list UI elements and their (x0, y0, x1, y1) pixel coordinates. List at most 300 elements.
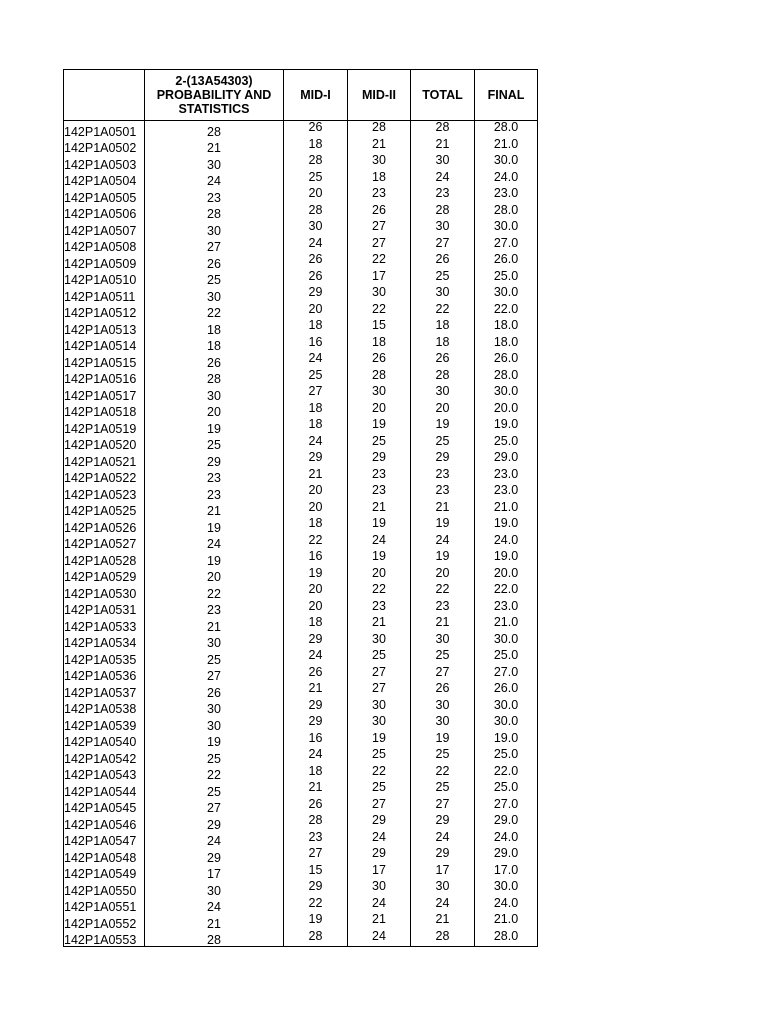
mid-1-cell: 21 (284, 682, 348, 699)
subject-mark-cell: 25 (145, 748, 284, 765)
mid-1-cell: 28 (284, 814, 348, 831)
table-row (64, 567, 538, 584)
mid-2-cell: 29 (348, 451, 411, 468)
subject-mark-cell: 22 (145, 765, 284, 782)
mid-1-cell: 29 (284, 699, 348, 716)
table-row (64, 550, 538, 567)
final-cell: 29.0 (475, 814, 538, 831)
subject-mark-cell: 24 (145, 171, 284, 188)
total-cell: 22 (411, 303, 475, 320)
table-row (64, 897, 538, 914)
total-cell: 27 (411, 798, 475, 815)
final-cell: 26.0 (475, 253, 538, 270)
header-subject (145, 70, 284, 121)
table-row (64, 814, 538, 831)
mid-1-cell: 29 (284, 633, 348, 650)
subject-mark-cell: 26 (145, 682, 284, 699)
subject-mark-cell: 30 (145, 385, 284, 402)
table-row (64, 748, 538, 765)
final-cell: 28.0 (475, 204, 538, 221)
mid-2-cell: 27 (348, 237, 411, 254)
final-cell: 21.0 (475, 138, 538, 155)
final-cell: 26.0 (475, 682, 538, 699)
total-cell: 30 (411, 880, 475, 897)
mid-1-cell: 27 (284, 385, 348, 402)
table-row (64, 319, 538, 336)
roll-number-cell: 142P1A0533 (64, 616, 145, 633)
roll-number-cell: 142P1A0529 (64, 567, 145, 584)
mid-2-cell: 28 (348, 369, 411, 386)
mid-2-cell: 25 (348, 748, 411, 765)
mid-2-cell: 27 (348, 682, 411, 699)
mid-1-cell: 18 (284, 517, 348, 534)
table-row (64, 864, 538, 881)
final-cell: 30.0 (475, 633, 538, 650)
final-cell: 23.0 (475, 187, 538, 204)
roll-number-cell: 142P1A0540 (64, 732, 145, 749)
roll-number-cell: 142P1A0508 (64, 237, 145, 254)
subject-mark-cell: 30 (145, 880, 284, 897)
total-cell: 21 (411, 616, 475, 633)
subject-mark-cell: 30 (145, 154, 284, 171)
total-cell: 26 (411, 352, 475, 369)
table-row (64, 600, 538, 617)
mid-2-cell: 20 (348, 567, 411, 584)
mid-1-cell: 20 (284, 600, 348, 617)
subject-mark-cell: 30 (145, 286, 284, 303)
roll-number-cell: 142P1A0553 (64, 930, 145, 947)
total-cell: 28 (411, 930, 475, 947)
total-cell: 19 (411, 517, 475, 534)
subject-mark-cell: 25 (145, 649, 284, 666)
final-cell: 25.0 (475, 748, 538, 765)
mid-2-cell: 19 (348, 517, 411, 534)
table-row (64, 138, 538, 155)
mid-2-cell: 17 (348, 270, 411, 287)
roll-number-cell: 142P1A0527 (64, 534, 145, 551)
mid-2-cell: 30 (348, 699, 411, 716)
table-row (64, 649, 538, 666)
roll-number-cell: 142P1A0507 (64, 220, 145, 237)
mid-2-cell: 21 (348, 616, 411, 633)
mid-2-cell: 19 (348, 732, 411, 749)
roll-number-cell: 142P1A0551 (64, 897, 145, 914)
mid-1-cell: 18 (284, 616, 348, 633)
mid-2-cell: 23 (348, 484, 411, 501)
mid-2-cell: 24 (348, 930, 411, 947)
mid-2-cell: 30 (348, 385, 411, 402)
mid-2-cell: 26 (348, 204, 411, 221)
total-cell: 25 (411, 649, 475, 666)
mid-1-cell: 24 (284, 237, 348, 254)
roll-number-cell: 142P1A0538 (64, 699, 145, 716)
mid-1-cell: 29 (284, 286, 348, 303)
table-row (64, 237, 538, 254)
roll-number-cell: 142P1A0509 (64, 253, 145, 270)
mid-1-cell: 29 (284, 880, 348, 897)
subject-mark-cell: 23 (145, 600, 284, 617)
mid-1-cell: 26 (284, 121, 348, 138)
final-cell: 23.0 (475, 468, 538, 485)
mid-2-cell: 22 (348, 303, 411, 320)
table-row (64, 402, 538, 419)
total-cell: 21 (411, 501, 475, 518)
mid-2-cell: 28 (348, 121, 411, 138)
mid-1-cell: 22 (284, 534, 348, 551)
mid-2-cell: 23 (348, 187, 411, 204)
subject-mark-cell: 21 (145, 501, 284, 518)
total-cell: 30 (411, 385, 475, 402)
subject-mark-cell: 29 (145, 451, 284, 468)
final-cell: 18.0 (475, 336, 538, 353)
roll-number-cell: 142P1A0521 (64, 451, 145, 468)
mid-1-cell: 24 (284, 748, 348, 765)
subject-mark-cell: 30 (145, 220, 284, 237)
roll-number-cell: 142P1A0515 (64, 352, 145, 369)
mid-2-cell: 25 (348, 649, 411, 666)
mid-1-cell: 27 (284, 847, 348, 864)
subject-mark-cell: 27 (145, 237, 284, 254)
roll-number-cell: 142P1A0506 (64, 204, 145, 221)
subject-mark-cell: 30 (145, 633, 284, 650)
marks-table (63, 69, 538, 947)
total-cell: 24 (411, 831, 475, 848)
mid-2-cell: 15 (348, 319, 411, 336)
final-cell: 24.0 (475, 897, 538, 914)
table-row (64, 517, 538, 534)
total-cell: 20 (411, 402, 475, 419)
mid-1-cell: 18 (284, 402, 348, 419)
final-cell: 25.0 (475, 781, 538, 798)
final-cell: 26.0 (475, 352, 538, 369)
roll-number-cell: 142P1A0512 (64, 303, 145, 320)
roll-number-cell: 142P1A0513 (64, 319, 145, 336)
header-final: FINAL (475, 70, 538, 121)
table-row (64, 583, 538, 600)
table-row (64, 352, 538, 369)
mid-2-cell: 27 (348, 798, 411, 815)
mid-2-cell: 19 (348, 550, 411, 567)
subject-mark-cell: 26 (145, 352, 284, 369)
marks-body (64, 121, 538, 947)
roll-number-cell: 142P1A0514 (64, 336, 145, 353)
mid-2-cell: 20 (348, 402, 411, 419)
subject-mark-cell: 24 (145, 831, 284, 848)
roll-number-cell: 142P1A0525 (64, 501, 145, 518)
total-cell: 28 (411, 121, 475, 138)
final-cell: 19.0 (475, 418, 538, 435)
total-cell: 21 (411, 138, 475, 155)
mid-1-cell: 24 (284, 649, 348, 666)
table-row (64, 781, 538, 798)
final-cell: 27.0 (475, 798, 538, 815)
mid-1-cell: 20 (284, 303, 348, 320)
subject-mark-cell: 18 (145, 319, 284, 336)
subject-mark-cell: 27 (145, 666, 284, 683)
subject-mark-cell: 21 (145, 913, 284, 930)
table-row (64, 765, 538, 782)
total-cell: 23 (411, 484, 475, 501)
header-total: TOTAL (411, 70, 475, 121)
mid-2-cell: 22 (348, 583, 411, 600)
subject-mark-cell: 22 (145, 583, 284, 600)
header-mid-1: MID-I (284, 70, 348, 121)
final-cell: 30.0 (475, 286, 538, 303)
mid-2-cell: 30 (348, 633, 411, 650)
total-cell: 29 (411, 451, 475, 468)
mid-2-cell: 29 (348, 847, 411, 864)
mid-2-cell: 17 (348, 864, 411, 881)
table-row (64, 715, 538, 732)
mid-1-cell: 20 (284, 501, 348, 518)
final-cell: 30.0 (475, 880, 538, 897)
roll-number-cell: 142P1A0530 (64, 583, 145, 600)
table-row (64, 286, 538, 303)
total-cell: 25 (411, 781, 475, 798)
table-row (64, 451, 538, 468)
subject-mark-cell: 17 (145, 864, 284, 881)
mid-2-cell: 23 (348, 600, 411, 617)
mid-2-cell: 27 (348, 666, 411, 683)
mid-2-cell: 25 (348, 435, 411, 452)
final-cell: 23.0 (475, 600, 538, 617)
roll-number-cell: 142P1A0503 (64, 154, 145, 171)
total-cell: 28 (411, 369, 475, 386)
roll-number-cell: 142P1A0534 (64, 633, 145, 650)
subject-mark-cell: 20 (145, 402, 284, 419)
subject-mark-cell: 19 (145, 732, 284, 749)
table-row (64, 336, 538, 353)
final-cell: 23.0 (475, 484, 538, 501)
final-cell: 29.0 (475, 847, 538, 864)
mid-2-cell: 27 (348, 220, 411, 237)
final-cell: 24.0 (475, 831, 538, 848)
roll-number-cell: 142P1A0539 (64, 715, 145, 732)
roll-number-cell: 142P1A0502 (64, 138, 145, 155)
subject-mark-cell: 19 (145, 550, 284, 567)
final-cell: 21.0 (475, 616, 538, 633)
roll-number-cell: 142P1A0542 (64, 748, 145, 765)
table-row (64, 468, 538, 485)
total-cell: 18 (411, 336, 475, 353)
total-cell: 24 (411, 171, 475, 188)
mid-2-cell: 29 (348, 814, 411, 831)
final-cell: 22.0 (475, 765, 538, 782)
mid-1-cell: 28 (284, 154, 348, 171)
final-cell: 19.0 (475, 732, 538, 749)
mid-2-cell: 24 (348, 534, 411, 551)
table-row (64, 880, 538, 897)
mid-2-cell: 22 (348, 765, 411, 782)
total-cell: 17 (411, 864, 475, 881)
mid-1-cell: 28 (284, 930, 348, 947)
mid-1-cell: 26 (284, 666, 348, 683)
table-row (64, 418, 538, 435)
roll-number-cell: 142P1A0528 (64, 550, 145, 567)
table-row (64, 220, 538, 237)
table-row (64, 616, 538, 633)
table-row (64, 913, 538, 930)
header-roll-number (64, 70, 145, 121)
subject-mark-cell: 18 (145, 336, 284, 353)
table-row (64, 831, 538, 848)
mid-1-cell: 18 (284, 319, 348, 336)
roll-number-cell: 142P1A0545 (64, 798, 145, 815)
mid-1-cell: 29 (284, 451, 348, 468)
table-row (64, 369, 538, 386)
mid-2-cell: 19 (348, 418, 411, 435)
mid-1-cell: 19 (284, 567, 348, 584)
mid-2-cell: 24 (348, 831, 411, 848)
roll-number-cell: 142P1A0516 (64, 369, 145, 386)
header-mid-2: MID-II (348, 70, 411, 121)
roll-number-cell: 142P1A0519 (64, 418, 145, 435)
subject-mark-cell: 23 (145, 484, 284, 501)
table-row (64, 930, 538, 947)
final-cell: 28.0 (475, 930, 538, 947)
roll-number-cell: 142P1A0548 (64, 847, 145, 864)
total-cell: 22 (411, 765, 475, 782)
total-cell: 23 (411, 468, 475, 485)
table-row (64, 253, 538, 270)
mid-1-cell: 30 (284, 220, 348, 237)
mid-1-cell: 26 (284, 253, 348, 270)
final-cell: 17.0 (475, 864, 538, 881)
table-row (64, 501, 538, 518)
final-cell: 21.0 (475, 913, 538, 930)
total-cell: 30 (411, 699, 475, 716)
mid-1-cell: 28 (284, 204, 348, 221)
total-cell: 27 (411, 237, 475, 254)
subject-mark-cell: 19 (145, 517, 284, 534)
subject-mark-cell: 29 (145, 814, 284, 831)
total-cell: 25 (411, 270, 475, 287)
total-cell: 20 (411, 567, 475, 584)
final-cell: 24.0 (475, 171, 538, 188)
table-row (64, 666, 538, 683)
table-row (64, 682, 538, 699)
final-cell: 19.0 (475, 550, 538, 567)
mid-2-cell: 23 (348, 468, 411, 485)
mid-2-cell: 22 (348, 253, 411, 270)
final-cell: 25.0 (475, 435, 538, 452)
subject-mark-cell: 25 (145, 270, 284, 287)
total-cell: 28 (411, 204, 475, 221)
roll-number-cell: 142P1A0544 (64, 781, 145, 798)
final-cell: 20.0 (475, 567, 538, 584)
table-row (64, 633, 538, 650)
header-subject-name-line1: PROBABILITY AND (156, 88, 272, 102)
final-cell: 30.0 (475, 715, 538, 732)
subject-mark-cell: 24 (145, 897, 284, 914)
subject-mark-cell: 20 (145, 567, 284, 584)
table-row (64, 699, 538, 716)
table-row (64, 121, 538, 138)
mid-1-cell: 19 (284, 913, 348, 930)
mid-1-cell: 26 (284, 798, 348, 815)
roll-number-cell: 142P1A0518 (64, 402, 145, 419)
final-cell: 21.0 (475, 501, 538, 518)
mid-1-cell: 23 (284, 831, 348, 848)
roll-number-cell: 142P1A0511 (64, 286, 145, 303)
mid-1-cell: 25 (284, 369, 348, 386)
mid-2-cell: 21 (348, 913, 411, 930)
roll-number-cell: 142P1A0552 (64, 913, 145, 930)
mid-1-cell: 16 (284, 550, 348, 567)
final-cell: 22.0 (475, 303, 538, 320)
roll-number-cell: 142P1A0517 (64, 385, 145, 402)
mid-2-cell: 30 (348, 715, 411, 732)
total-cell: 29 (411, 847, 475, 864)
total-cell: 30 (411, 154, 475, 171)
header-row (64, 70, 538, 121)
roll-number-cell: 142P1A0536 (64, 666, 145, 683)
final-cell: 28.0 (475, 369, 538, 386)
mid-1-cell: 18 (284, 418, 348, 435)
total-cell: 30 (411, 220, 475, 237)
table-row (64, 187, 538, 204)
roll-number-cell: 142P1A0504 (64, 171, 145, 188)
subject-mark-cell: 23 (145, 468, 284, 485)
final-cell: 19.0 (475, 517, 538, 534)
header-subject-name-line2: STATISTICS (178, 102, 250, 116)
subject-mark-cell: 22 (145, 303, 284, 320)
mid-1-cell: 16 (284, 336, 348, 353)
mid-1-cell: 25 (284, 171, 348, 188)
subject-mark-cell: 26 (145, 253, 284, 270)
mid-1-cell: 24 (284, 352, 348, 369)
final-cell: 25.0 (475, 270, 538, 287)
final-cell: 24.0 (475, 534, 538, 551)
mid-2-cell: 30 (348, 880, 411, 897)
table-row (64, 484, 538, 501)
mid-2-cell: 18 (348, 171, 411, 188)
roll-number-cell: 142P1A0543 (64, 765, 145, 782)
header-subject-code: 2-(13A54303) (175, 74, 253, 88)
table-row (64, 171, 538, 188)
final-cell: 27.0 (475, 666, 538, 683)
total-cell: 22 (411, 583, 475, 600)
table-row (64, 204, 538, 221)
mid-2-cell: 21 (348, 501, 411, 518)
table-row (64, 270, 538, 287)
mid-1-cell: 20 (284, 583, 348, 600)
table-row (64, 385, 538, 402)
roll-number-cell: 142P1A0531 (64, 600, 145, 617)
subject-mark-cell: 28 (145, 121, 284, 138)
mid-1-cell: 29 (284, 715, 348, 732)
table-row (64, 847, 538, 864)
roll-number-cell: 142P1A0547 (64, 831, 145, 848)
total-cell: 25 (411, 435, 475, 452)
final-cell: 30.0 (475, 220, 538, 237)
roll-number-cell: 142P1A0537 (64, 682, 145, 699)
mid-1-cell: 26 (284, 270, 348, 287)
mid-1-cell: 18 (284, 138, 348, 155)
total-cell: 26 (411, 682, 475, 699)
total-cell: 30 (411, 715, 475, 732)
table-row (64, 732, 538, 749)
final-cell: 30.0 (475, 699, 538, 716)
roll-number-cell: 142P1A0505 (64, 187, 145, 204)
total-cell: 19 (411, 418, 475, 435)
total-cell: 21 (411, 913, 475, 930)
final-cell: 18.0 (475, 319, 538, 336)
roll-number-cell: 142P1A0522 (64, 468, 145, 485)
roll-number-cell: 142P1A0510 (64, 270, 145, 287)
subject-mark-cell: 24 (145, 534, 284, 551)
subject-mark-cell: 28 (145, 369, 284, 386)
